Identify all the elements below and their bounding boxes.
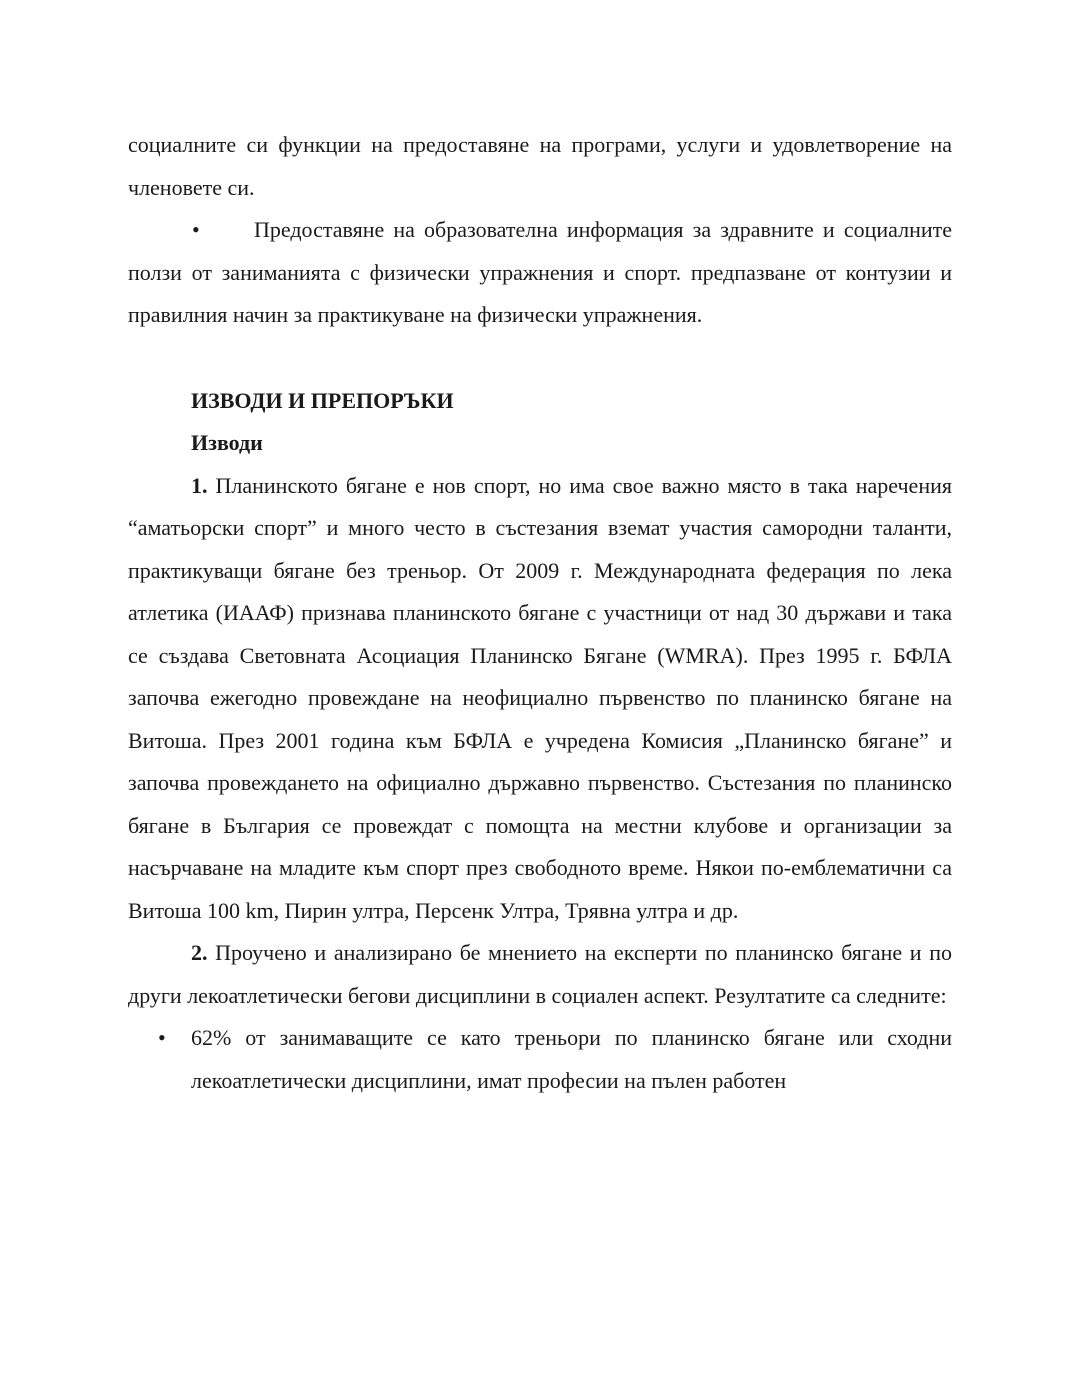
- section-heading: ИЗВОДИ И ПРЕПОРЪКИ: [191, 387, 454, 413]
- finding-1: [128, 465, 952, 933]
- bullet-marker: •: [158, 1025, 166, 1050]
- finding-2-number: 2.: [191, 940, 208, 965]
- finding-2: [128, 932, 952, 1017]
- finding-2-text: Проучено и анализирано бе мнението на експерти по планинско бягане и по други лекоатлетически бегови дисциплини в социален аспект. Резултатите са следните:: [128, 940, 952, 1008]
- list-item: [128, 1017, 952, 1102]
- bullet-marker: •: [192, 217, 200, 242]
- results-list: [128, 1017, 952, 1102]
- result-1-text: 62% от занимаващите се като треньори по планинско бягане или сходни лекоатлетически дисциплини, имат професии на пълен работен: [191, 1025, 952, 1093]
- finding-1-text: Планинското бягане е нов спорт, но има свое важно място в така наречения “аматьорски спорт” и много често в състезания вземат участия самородни таланти, практикуващи бягане без треньор. От 2009 г. Международната федерация по лека атлетика (ИААФ) признава планинското бягане с участници от над 30 държави и така се създава Световната Асоциация Планинско Бягане (WMRA). През 1995 г. БФЛА започва ежегодно провеждане на неофициално първенство по планинско бягане на Витоша. През 2001 година към БФЛА е учредена Комисия „Планинско бягане” и започва провеждането на официално държавно първенство. Състезания по планинско бягане в България се провеждат с помощта на местни клубове и организации за насърчаване на младите към спорт през свободното време. Някои по-емблематични са Витоша 100 km, Пирин ултра, Персенк Ултра, Трявна ултра и др.: [128, 472, 952, 923]
- continuation-paragraph: социалните си функции на предоставяне на програми, услуги и удовлетворение на членовете си.: [128, 132, 952, 200]
- education-bullet-text: Предоставяне на образователна информация за здравните и социалните ползи от заниманията с физически упражнения и спорт. предпазване от контузии и правилния начин за практикуване на физически упражнения.: [128, 217, 952, 327]
- education-bullet-item: [128, 209, 952, 337]
- subsection-heading: Изводи: [191, 430, 263, 455]
- finding-1-number: 1.: [191, 472, 208, 498]
